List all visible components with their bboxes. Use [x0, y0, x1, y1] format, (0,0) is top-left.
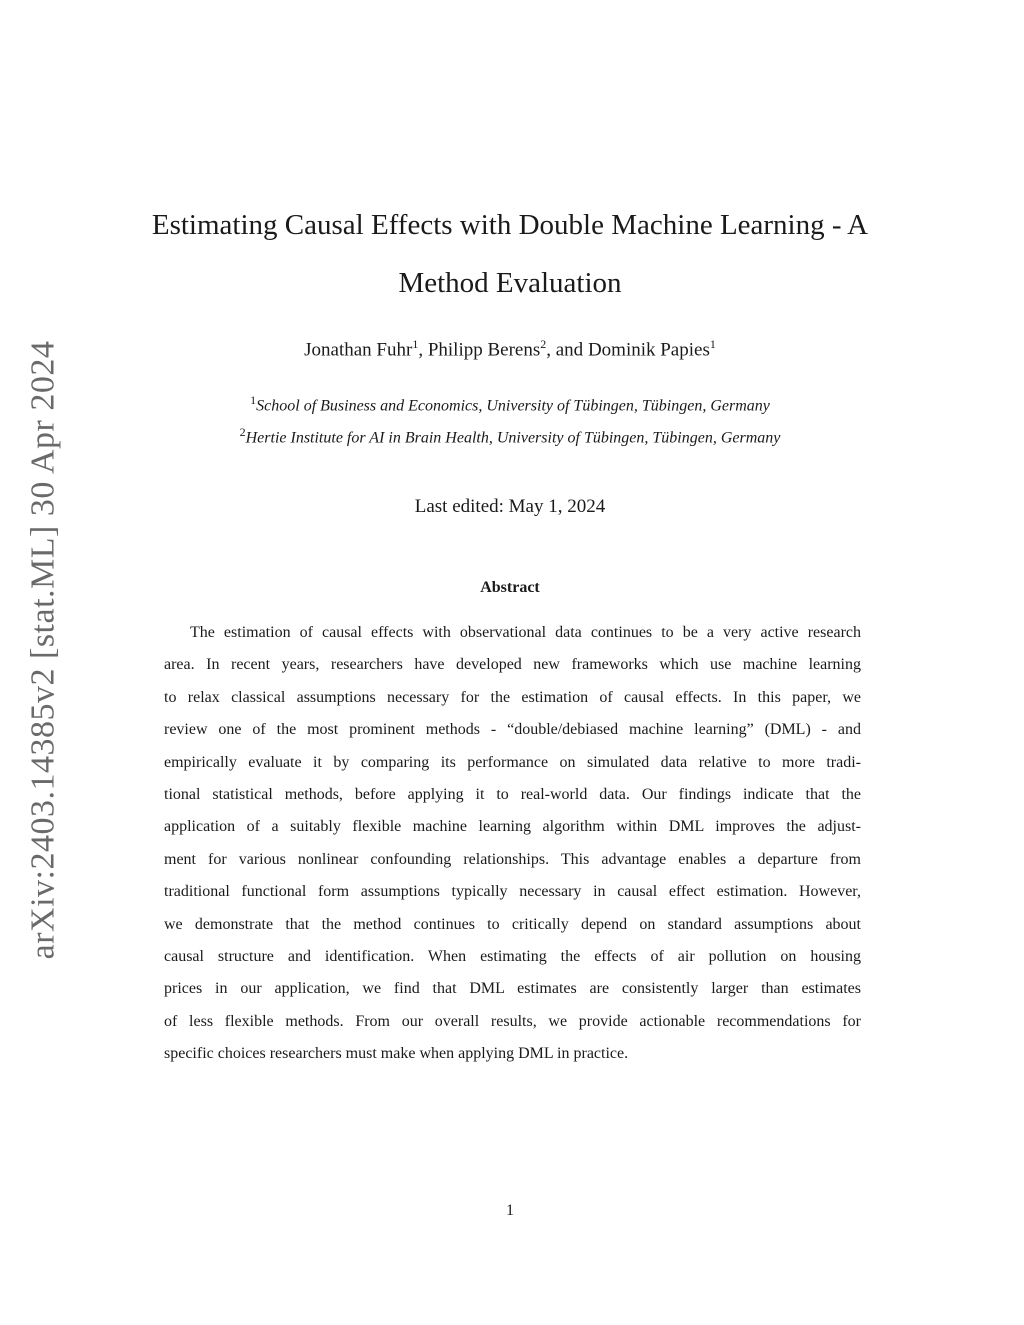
abstract-line: to relax classical assumptions necessary for the estimation of causal effects. In this paper, we [164, 688, 861, 706]
abstract-line: causal structure and identification. When estimating the effects of air pollution on housing [164, 947, 861, 965]
abstract-line: traditional functional form assumptions typically necessary in causal effect estimation. However, [164, 883, 861, 901]
title-line-1: Estimating Causal Effects with Double Machine Learning - A [151, 209, 869, 241]
abstract-line: specific choices researchers must make when applying DML in practice. [164, 1045, 629, 1063]
title-line-2: Method Evaluation [398, 267, 622, 299]
author-name: Dominik Papies [587, 339, 710, 361]
author-separator: , and [546, 339, 588, 361]
abstract-line: ment for various nonlinear confounding relationships. This advantage enables a departure from [164, 850, 861, 868]
abstract-line: empirically evaluate it by comparing its performance on simulated data relative to more tradi- [164, 753, 861, 771]
author-name: Philipp Berens [427, 339, 541, 361]
abstract-line: of less flexible methods. From our overall results, we provide actionable recommendations for [164, 1012, 861, 1030]
affiliation-marker: 1 [250, 393, 257, 407]
abstract-line: prices in our application, we find that DML estimates are consistently larger than estimates [164, 980, 861, 998]
abstract-line: The estimation of causal effects with observational data continues to be a very active research [190, 624, 861, 641]
author-separator: , [418, 339, 428, 361]
arxiv-identifier [18, 340, 68, 960]
affiliation-2 [110, 425, 910, 447]
abstract-line: we demonstrate that the method continues to critically depend on standard assumptions about [164, 915, 861, 933]
affiliation-text: Hertie Institute for AI in Brain Health, University of Tübingen, Tübingen, Germany [245, 429, 781, 447]
abstract-heading: Abstract [480, 579, 540, 596]
last-edited-date: Last edited: May 1, 2024 [414, 496, 606, 517]
abstract-line: tional statistical methods, before applying it to real-world data. Our findings indicate that the [164, 785, 861, 803]
author-list [110, 337, 910, 361]
author-affil-marker: 1 [709, 337, 716, 351]
abstract-body [164, 619, 861, 1072]
author-affil-marker: 1 [412, 337, 419, 351]
affiliation-text: School of Business and Economics, University of Tübingen, Tübingen, Germany [256, 397, 770, 415]
arxiv-identifier-text: arXiv:2403.14385v2 [stat.ML] 30 Apr 2024 [24, 340, 61, 960]
author-affil-marker: 2 [540, 337, 547, 351]
affiliation-1 [110, 393, 910, 415]
abstract-line: review one of the most prominent methods - “double/debiased machine learning” (DML) - and [164, 721, 861, 739]
author-name: Jonathan Fuhr [304, 339, 413, 361]
abstract-line: application of a suitably flexible machine learning algorithm within DML improves the adjust- [164, 818, 861, 836]
abstract-line: area. In recent years, researchers have developed new frameworks which use machine learning [164, 656, 861, 674]
page-number: 1 [506, 1202, 514, 1219]
paper-title [110, 196, 910, 312]
affiliation-marker: 2 [239, 425, 246, 439]
